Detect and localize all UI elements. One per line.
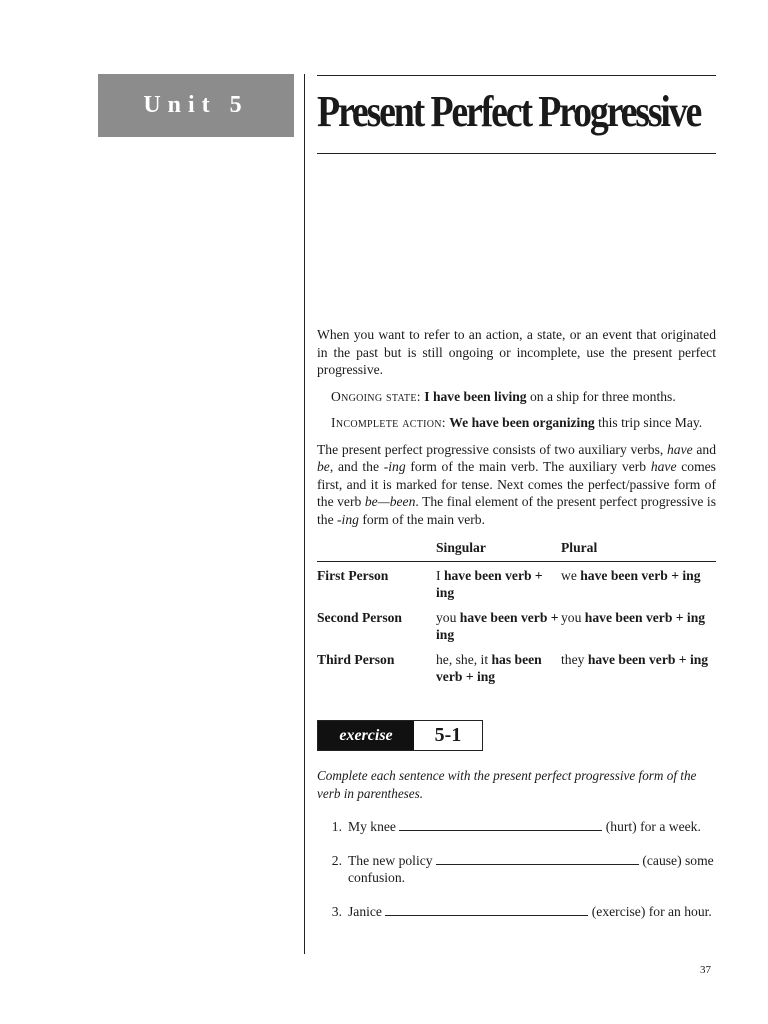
plural-cell xyxy=(561,604,716,646)
example-label: Ongoing state: xyxy=(331,388,421,404)
italic-have: have xyxy=(667,441,693,457)
pronoun: we xyxy=(561,567,581,583)
text-run: form of the main verb. xyxy=(358,511,486,527)
title-top-rule xyxy=(317,75,716,76)
page-title: Present Perfect Progressive xyxy=(317,87,701,136)
example-rest: this trip since May. xyxy=(594,415,703,430)
exercise-header xyxy=(317,720,483,751)
example-ongoing-state xyxy=(331,388,716,406)
page-number: 37 xyxy=(700,964,711,976)
italic-be-been: be—been xyxy=(364,494,416,509)
verb-form: have been verb + ing xyxy=(587,651,709,667)
italic-ing: -ing xyxy=(337,511,359,527)
column-header: Plural xyxy=(561,539,716,561)
vertical-divider xyxy=(304,74,305,954)
person-cell xyxy=(317,646,436,688)
italic-have: have xyxy=(650,459,677,474)
verb-form: have been verb + ing xyxy=(436,567,543,600)
unit-label: Unit 5 xyxy=(98,74,294,137)
verb-form: have been verb + ing xyxy=(584,609,706,625)
pronoun: you xyxy=(561,609,585,625)
item-after: (exercise) for an hour. xyxy=(588,903,712,919)
text-run: , and the xyxy=(329,459,384,474)
italic-be: be xyxy=(317,459,330,474)
item-text xyxy=(342,818,716,836)
table-header-row xyxy=(317,539,716,561)
pronoun: they xyxy=(561,651,588,667)
item-number: 1. xyxy=(331,819,342,834)
answer-blank[interactable] xyxy=(436,852,639,865)
text-run: . The final element of the present perfect progressive is the xyxy=(317,494,716,527)
item-after: (cause) some confusion. xyxy=(348,852,714,885)
singular-cell xyxy=(436,604,561,646)
text-run: form of the main verb. The auxiliary verb xyxy=(405,459,651,474)
verb-form: have been verb + ing xyxy=(580,567,701,583)
text-run: comes first, and it is marked for tense. Next comes the perfect/passive form of the verb xyxy=(317,459,716,509)
pronoun: you xyxy=(436,609,460,625)
person-label: Third Person xyxy=(317,651,395,667)
singular-cell xyxy=(436,561,561,604)
exercise-items xyxy=(317,818,716,936)
exercise-number: 5-1 xyxy=(434,724,462,746)
exercise-item xyxy=(317,852,716,887)
item-text xyxy=(342,852,716,887)
exercise-item xyxy=(317,818,716,836)
exercise-instructions: Complete each sentence with the present perfect progressive form of the verb in parentheses. xyxy=(317,768,697,801)
answer-blank[interactable] xyxy=(385,903,588,916)
exercise-label: exercise xyxy=(318,721,414,750)
person-cell xyxy=(317,561,436,604)
verb-form: have been verb + ing xyxy=(436,609,559,642)
title-bottom-rule xyxy=(317,153,716,154)
person-label: Second Person xyxy=(317,609,402,625)
plural-cell xyxy=(561,646,716,688)
pronoun: he, she, it xyxy=(436,651,492,667)
example-incomplete-action xyxy=(331,414,716,432)
example-rest: on a ship for three months. xyxy=(526,388,676,404)
table-row xyxy=(317,646,716,688)
answer-blank[interactable] xyxy=(399,818,602,831)
text-run: The present perfect progressive consists of two auxiliary verbs, xyxy=(317,441,667,457)
column-header xyxy=(317,539,436,561)
example-label: Incomplete action: xyxy=(331,415,446,430)
exercise-item xyxy=(317,903,716,921)
verb-form: has been verb + ing xyxy=(436,651,542,684)
example-bold: We have been organizing xyxy=(449,415,595,430)
item-before: The new policy xyxy=(348,852,436,868)
table-row xyxy=(317,561,716,604)
item-text xyxy=(342,903,716,921)
item-before: Janice xyxy=(348,903,386,919)
main-content xyxy=(317,326,716,688)
item-number: 3. xyxy=(331,903,342,919)
singular-cell xyxy=(436,646,561,688)
item-number: 2. xyxy=(331,852,342,868)
column-header: Singular xyxy=(436,539,561,561)
example-bold: I have been living xyxy=(424,388,527,404)
pronoun: I xyxy=(436,567,444,583)
table-row xyxy=(317,604,716,646)
item-before: My knee xyxy=(348,819,400,834)
explanation-paragraph xyxy=(317,441,716,529)
person-label: First Person xyxy=(317,567,389,583)
person-cell xyxy=(317,604,436,646)
italic-ing: -ing xyxy=(383,459,406,474)
intro-paragraph: When you want to refer to an action, a state, or an event that originated in the past but is still ongoing or incomplete, use the present perfect progressive. xyxy=(317,327,716,377)
item-after: (hurt) for a week. xyxy=(602,819,701,834)
text-run: and xyxy=(692,441,716,457)
conjugation-table xyxy=(317,539,716,688)
plural-cell xyxy=(561,561,716,604)
